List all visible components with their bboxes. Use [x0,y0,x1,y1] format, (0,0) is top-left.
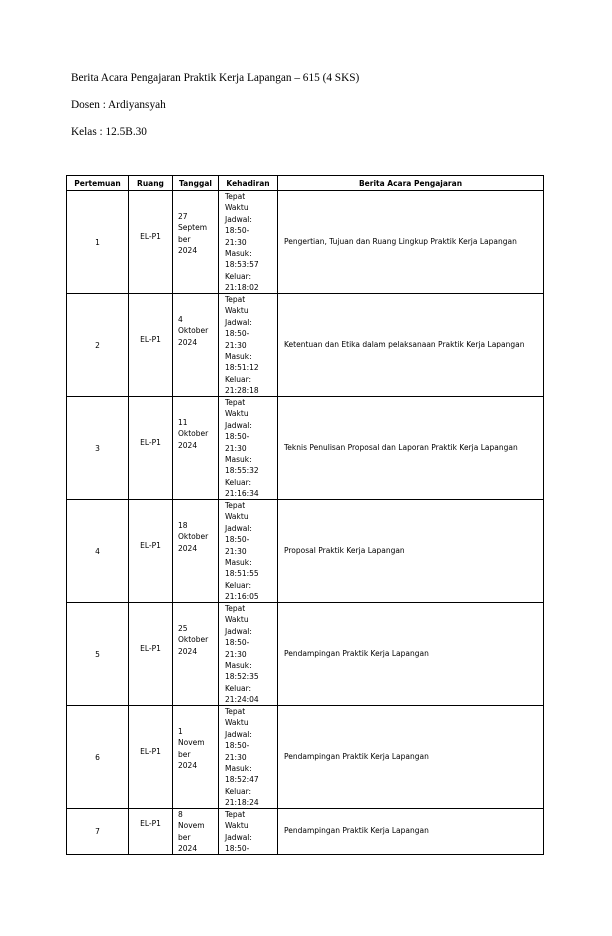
class-line: Kelas : 12.5B.30 [71,126,147,138]
col-header-tanggal: Tanggal [173,176,219,191]
cell-kehadiran: Tepat Waktu Jadwal: 18:50- 21:30 Masuk: 18:51:12 Keluar: 21:28:18 [219,294,278,397]
cell-tanggal: 11 Oktober 2024 [173,397,219,500]
table-row [67,706,544,809]
cell-pertemuan: 6 [67,706,129,809]
cell-berita-acara: Teknis Penulisan Proposal dan Laporan Praktik Kerja Lapangan [278,397,544,500]
document-title: Berita Acara Pengajaran Praktik Kerja Lapangan – 615 (4 SKS) [71,72,360,84]
cell-kehadiran: Tepat Waktu Jadwal: 18:50- 21:30 Masuk: 18:51:55 Keluar: 21:16:05 [219,500,278,603]
cell-pertemuan: 5 [67,603,129,706]
cell-tanggal: 25 Oktober 2024 [173,603,219,706]
table-row [67,809,544,855]
cell-berita-acara: Pengertian, Tujuan dan Ruang Lingkup Praktik Kerja Lapangan [278,191,544,294]
cell-berita-acara: Proposal Praktik Kerja Lapangan [278,500,544,603]
cell-ruang: EL-P1 [129,191,173,294]
cell-kehadiran: Tepat Waktu Jadwal: 18:50- 21:30 Masuk: 18:53:57 Keluar: 21:18:02 [219,191,278,294]
cell-pertemuan: 1 [67,191,129,294]
cell-ruang: EL-P1 [129,500,173,603]
col-header-pertemuan: Pertemuan [67,176,129,191]
cell-kehadiran: Tepat Waktu Jadwal: 18:50- 21:30 Masuk: 18:52:35 Keluar: 21:24:04 [219,603,278,706]
cell-berita-acara: Pendampingan Praktik Kerja Lapangan [278,603,544,706]
col-header-berita-acara: Berita Acara Pengajaran [278,176,544,191]
table-header-row [67,176,544,191]
cell-ruang: EL-P1 [129,809,173,855]
cell-pertemuan: 4 [67,500,129,603]
cell-tanggal: 8 Novem ber 2024 [173,809,219,855]
cell-pertemuan: 2 [67,294,129,397]
table-row [67,294,544,397]
cell-tanggal: 18 Oktober 2024 [173,500,219,603]
lecturer-line: Dosen : Ardiyansyah [71,99,166,111]
table-row [67,603,544,706]
cell-kehadiran: Tepat Waktu Jadwal: 18:50- 21:30 Masuk: 18:52:47 Keluar: 21:18:24 [219,706,278,809]
cell-tanggal: 27 Septem ber 2024 [173,191,219,294]
table-row [67,191,544,294]
cell-ruang: EL-P1 [129,706,173,809]
cell-ruang: EL-P1 [129,294,173,397]
cell-ruang: EL-P1 [129,603,173,706]
cell-berita-acara: Pendampingan Praktik Kerja Lapangan [278,706,544,809]
cell-pertemuan: 3 [67,397,129,500]
cell-kehadiran: Tepat Waktu Jadwal: 18:50- [219,809,278,855]
table-row [67,500,544,603]
col-header-kehadiran: Kehadiran [219,176,278,191]
cell-tanggal: 4 Oktober 2024 [173,294,219,397]
attendance-table [66,175,544,855]
table-row [67,397,544,500]
cell-tanggal: 1 Novem ber 2024 [173,706,219,809]
col-header-ruang: Ruang [129,176,173,191]
cell-berita-acara: Ketentuan dan Etika dalam pelaksanaan Praktik Kerja Lapangan [278,294,544,397]
cell-ruang: EL-P1 [129,397,173,500]
cell-pertemuan: 7 [67,809,129,855]
cell-berita-acara: Pendampingan Praktik Kerja Lapangan [278,809,544,855]
cell-kehadiran: Tepat Waktu Jadwal: 18:50- 21:30 Masuk: 18:55:32 Keluar: 21:16:34 [219,397,278,500]
